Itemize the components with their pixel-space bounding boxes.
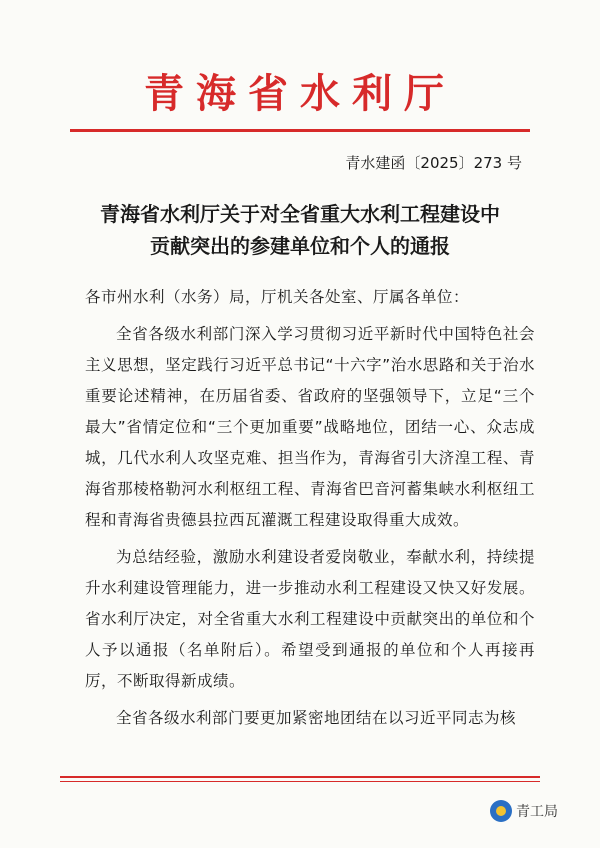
body-paragraph-1: 全省各级水利部门深入学习贯彻习近平新时代中国特色社会主义思想，坚定践行习近平总书记“十六字”治水思路和关于治水重要论述精神，在历届省委、省政府的坚强领导下，立足“三个最大”省情定位和“三个更加重要”战略地位，团结一心、众志成城，几代水利人攻坚克难、担当作为，青海省引大济湟工程、青海省那棱格勒河水利枢纽工程、青海省巴音河蓄集峡水利枢纽工程和青海省贵德县拉西瓦灌溉工程建设取得重大成效。 xyxy=(85,325,535,529)
agency-header-title: 青海省水利厅 xyxy=(144,70,456,117)
footer-divider-thin xyxy=(60,781,540,782)
document-number: 青水建函〔2025〕273 号 xyxy=(345,154,522,172)
logo-icon xyxy=(490,800,512,822)
footer-divider-thick xyxy=(60,776,540,778)
salutation: 各市州水利（水务）局，厅机关各处室、厅属各单位： xyxy=(85,288,470,306)
document-title-line-1: 青海省水利厅关于对全省重大水利工程建设中 xyxy=(100,202,500,226)
watermark xyxy=(490,800,558,822)
body-paragraph-3: 全省各级水利部门要更加紧密地团结在以习近平同志为核 xyxy=(116,709,517,727)
header-divider xyxy=(70,129,530,132)
document-body xyxy=(85,282,535,740)
watermark-label: 青工局 xyxy=(516,804,558,820)
document-title-line-2: 贡献突出的参建单位和个人的通报 xyxy=(150,234,450,258)
document-title xyxy=(60,198,540,262)
body-paragraph-2: 为总结经验，激励水利建设者爱岗敬业，奉献水利，持续提升水利建设管理能力，进一步推动水利工程建设又快又好发展。省水利厅决定，对全省重大水利工程建设中贡献突出的单位和个人予以通报（名单附后）。希望受到通报的单位和个人再接再厉，不断取得新成绩。 xyxy=(85,548,535,690)
